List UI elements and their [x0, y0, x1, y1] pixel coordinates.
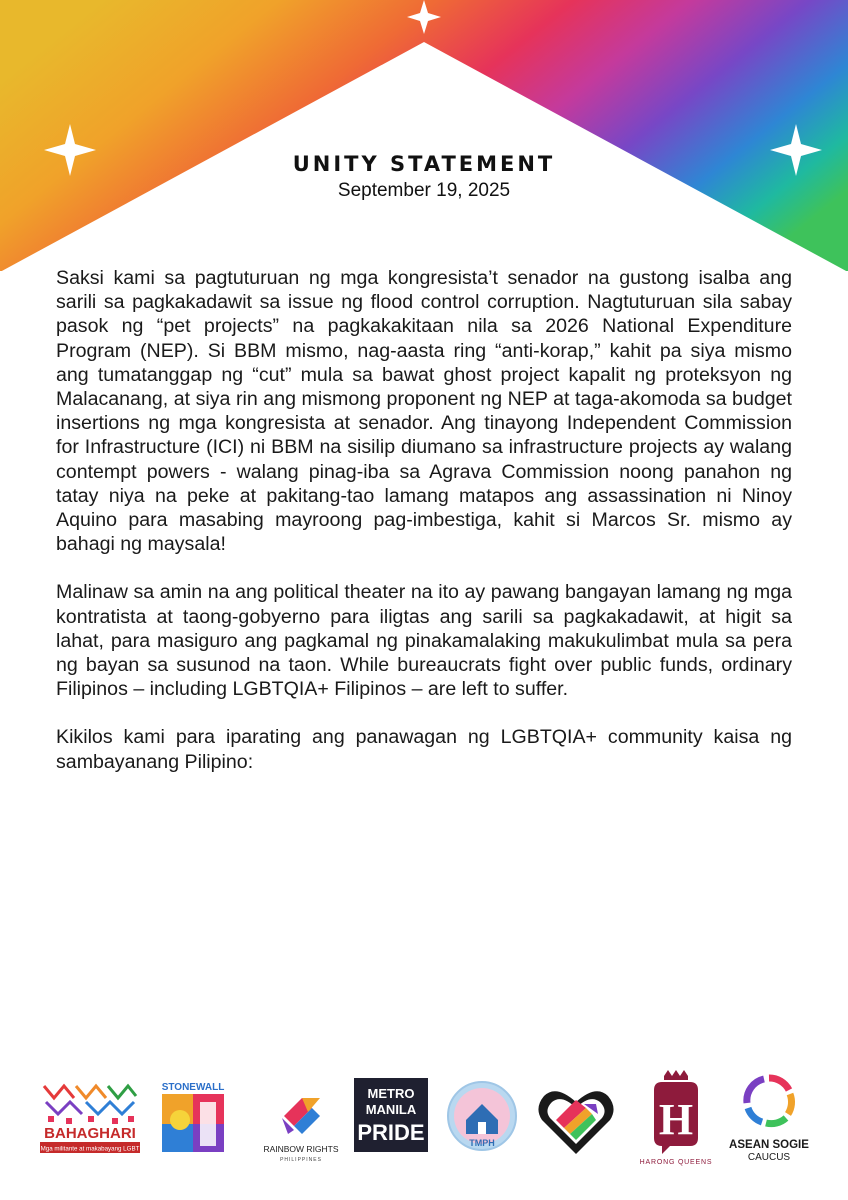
rainbow-rights-name: RAINBOW RIGHTS: [263, 1144, 339, 1154]
asean-sogie-text: ASEAN SOGIE: [729, 1139, 809, 1151]
stonewall-logo: [160, 1068, 226, 1168]
rainbow-rights-logo: [258, 1068, 344, 1168]
page-title: UNITY STATEMENT: [292, 152, 556, 176]
rainbow-heart-logo: [534, 1068, 618, 1168]
statement-date: September 19, 2025: [337, 180, 511, 201]
harong-queens-name: HARONG QUEENS: [639, 1159, 713, 1166]
tmph-logo: [444, 1068, 520, 1168]
harong-letter: H: [658, 1095, 694, 1144]
metro-manila-pride-logo: [352, 1068, 430, 1168]
paragraph: Malinaw sa amin na ang political theater na ito ay pawang bangayan lamang ng mga kontratista at taong-gobyerno para iligtas ang sarili sa pagkakadawit, at higit sa lahat, para masiguro ang pagkamal ng pinakamalaking makukulimbat mula sa pera ng bayan sa susunod na taon. While bureaucrats fight over public funds, ordinary Filipinos – including LGBTQIA+ Filipinos – are left to suffer.: [56, 581, 792, 701]
manila-text: MANILA: [365, 1102, 417, 1117]
bahaghari-tagline: Mga militante at makabayang LGBT: [40, 1145, 140, 1153]
metro-text: METRO: [367, 1086, 415, 1101]
paragraph: Saksi kami sa pagtuturuan ng mga kongresista’t senador na gustong isalba ang sarili sa pagkakadawit sa issue ng flood control corruption. Nagtuturuan sila sabay pasok ng “pet projects” na pagkakakitaan nila sa 2026 National Expenditure Program (NEP). Si BBM mismo, nag-aasta ring “anti-korap,” kahit pa siya mismo ang tumatanggap ng “cut” mula sa bawat ghost project kapalit ng proteksyon ng Malacanang, at siya rin ang mismong proponent ng NEP at taga-akomoda sa budget insertions ng mga kongresista at senador. Ang tinayong Independent Commission for Infrastructure (ICI) ni BBM na sisilip diumano sa infrastructure projects ay walang contempt powers - walang pinag-iba sa Agrava Commission noong panahon ng tatay niya na peke at pakitang-tao lamang matapos ang assassination ni Ninoy Aquino para masabing mayroong pag-imbestiga, kahit si Marcos Sr. mismo ay bahagi ng maysala!: [56, 267, 792, 556]
bahaghari-logo: [36, 1068, 144, 1168]
stonewall-name: STONEWALL: [161, 1082, 225, 1093]
paragraph: Kikilos kami para iparating ang panawagan ng LGBTQIA+ community kaisa ng sambayanang Pilipino:: [56, 726, 792, 773]
bahaghari-name: BAHAGHARI: [44, 1125, 136, 1142]
pride-text: PRIDE: [357, 1120, 425, 1145]
tmph-text: TMPH: [469, 1138, 495, 1148]
caucus-text: CAUCUS: [747, 1152, 791, 1163]
logo-row: [36, 1068, 812, 1168]
asean-sogie-logo: [726, 1068, 812, 1168]
rainbow-rights-sub: PHILIPPINES: [280, 1157, 322, 1163]
statement-body: [56, 266, 792, 798]
harong-queens-logo: [630, 1068, 722, 1168]
